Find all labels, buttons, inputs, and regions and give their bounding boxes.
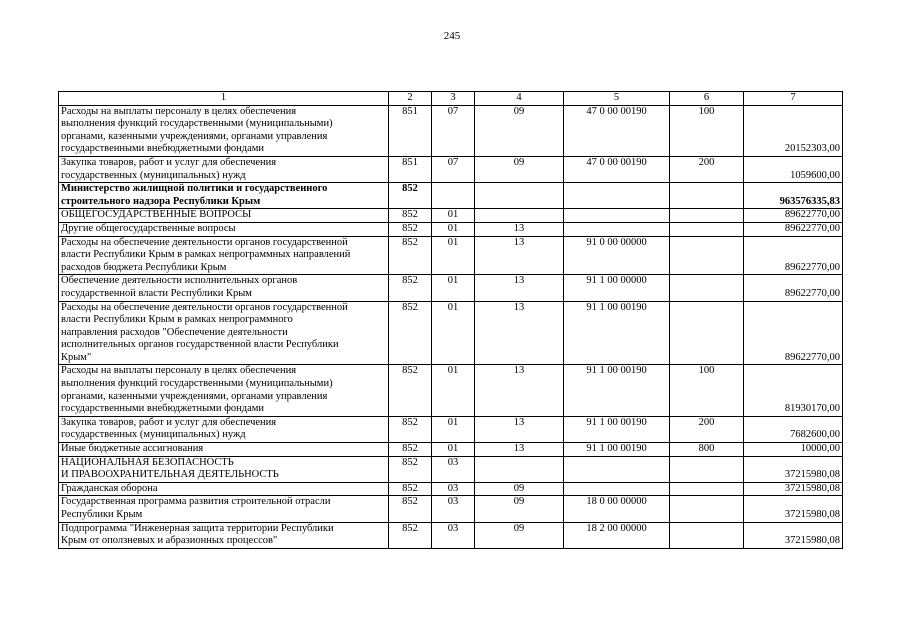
row-target-article-cell: 91 1 00 00190 [564, 365, 670, 416]
row-section-cell: 03 [432, 522, 475, 548]
row-name-cell: Расходы на выплаты персоналу в целях обеспечения выполнения функций государственными (муниципальными) органами, казенными учреждениями, органами управления государственными внебюджетными фондами [59, 105, 389, 156]
row-expense-type-cell [670, 522, 744, 548]
table-row [59, 496, 843, 522]
table-row [59, 236, 843, 275]
row-name-cell: Расходы на обеспечение деятельности органов государственной власти Республики Крым в рамках непрограммного направления расходов "Обеспечение деятельности исполнительных органов государственной власти Республики Крым" [59, 301, 389, 365]
row-section-cell: 01 [432, 301, 475, 365]
row-expense-type-cell [670, 183, 744, 209]
table-row [59, 183, 843, 209]
table-row [59, 156, 843, 182]
row-ministry-code-cell: 852 [389, 236, 432, 275]
row-expense-type-cell: 200 [670, 156, 744, 182]
row-ministry-code-cell: 851 [389, 156, 432, 182]
header-cell-7: 7 [744, 92, 843, 106]
row-subsection-cell: 13 [475, 236, 564, 275]
table-row [59, 222, 843, 236]
row-name-cell: ОБЩЕГОСУДАРСТВЕННЫЕ ВОПРОСЫ [59, 209, 389, 223]
row-target-article-cell: 91 1 00 00190 [564, 416, 670, 442]
table-row [59, 443, 843, 457]
row-target-article-cell: 18 2 00 00000 [564, 522, 670, 548]
row-amount-cell: 20152303,00 [744, 105, 843, 156]
row-ministry-code-cell: 852 [389, 183, 432, 209]
row-name-cell: Гражданская оборона [59, 482, 389, 496]
row-amount-cell: 37215980,08 [744, 456, 843, 482]
row-subsection-cell [475, 209, 564, 223]
row-section-cell: 01 [432, 365, 475, 416]
row-target-article-cell [564, 482, 670, 496]
row-expense-type-cell [670, 275, 744, 301]
row-ministry-code-cell: 852 [389, 522, 432, 548]
header-cell-5: 5 [564, 92, 670, 106]
table-row [59, 275, 843, 301]
row-section-cell: 01 [432, 236, 475, 275]
row-name-cell: Министерство жилищной политики и государственного строительного надзора Республики Крым [59, 183, 389, 209]
row-section-cell: 01 [432, 222, 475, 236]
table-row [59, 522, 843, 548]
row-target-article-cell [564, 209, 670, 223]
row-section-cell: 01 [432, 443, 475, 457]
row-ministry-code-cell: 852 [389, 496, 432, 522]
row-amount-cell: 89622770,00 [744, 275, 843, 301]
table-row [59, 416, 843, 442]
row-target-article-cell [564, 222, 670, 236]
row-ministry-code-cell: 852 [389, 443, 432, 457]
table-header-row [59, 92, 843, 106]
table-row [59, 482, 843, 496]
row-target-article-cell [564, 456, 670, 482]
row-target-article-cell: 91 1 00 00000 [564, 275, 670, 301]
row-subsection-cell: 09 [475, 522, 564, 548]
row-subsection-cell: 09 [475, 496, 564, 522]
table-row [59, 105, 843, 156]
row-expense-type-cell [670, 236, 744, 275]
row-section-cell: 01 [432, 209, 475, 223]
row-expense-type-cell: 200 [670, 416, 744, 442]
row-expense-type-cell [670, 222, 744, 236]
row-amount-cell: 81930170,00 [744, 365, 843, 416]
row-subsection-cell: 13 [475, 222, 564, 236]
header-cell-3: 3 [432, 92, 475, 106]
row-subsection-cell: 13 [475, 275, 564, 301]
row-section-cell [432, 183, 475, 209]
row-section-cell: 01 [432, 275, 475, 301]
row-section-cell: 01 [432, 416, 475, 442]
row-subsection-cell [475, 456, 564, 482]
row-target-article-cell [564, 183, 670, 209]
row-section-cell: 03 [432, 482, 475, 496]
row-subsection-cell: 09 [475, 482, 564, 496]
row-amount-cell: 10000,00 [744, 443, 843, 457]
row-name-cell: Закупка товаров, работ и услуг для обеспечения государственных (муниципальных) нужд [59, 416, 389, 442]
table-row [59, 365, 843, 416]
row-expense-type-cell [670, 456, 744, 482]
row-subsection-cell: 09 [475, 156, 564, 182]
row-section-cell: 07 [432, 105, 475, 156]
budget-table [58, 91, 843, 549]
page-number: 245 [443, 30, 461, 42]
row-ministry-code-cell: 852 [389, 222, 432, 236]
row-name-cell: Закупка товаров, работ и услуг для обеспечения государственных (муниципальных) нужд [59, 156, 389, 182]
row-name-cell: Иные бюджетные ассигнования [59, 443, 389, 457]
row-name-cell: НАЦИОНАЛЬНАЯ БЕЗОПАСНОСТЬ И ПРАВООХРАНИТЕЛЬНАЯ ДЕЯТЕЛЬНОСТЬ [59, 456, 389, 482]
row-section-cell: 03 [432, 456, 475, 482]
row-ministry-code-cell: 852 [389, 275, 432, 301]
row-amount-cell: 1059600,00 [744, 156, 843, 182]
row-amount-cell: 37215980,08 [744, 496, 843, 522]
row-amount-cell: 37215980,08 [744, 522, 843, 548]
row-subsection-cell: 13 [475, 365, 564, 416]
row-expense-type-cell [670, 496, 744, 522]
row-ministry-code-cell: 852 [389, 456, 432, 482]
row-subsection-cell: 09 [475, 105, 564, 156]
row-expense-type-cell: 800 [670, 443, 744, 457]
row-ministry-code-cell: 851 [389, 105, 432, 156]
row-section-cell: 03 [432, 496, 475, 522]
row-target-article-cell: 91 1 00 00190 [564, 301, 670, 365]
row-target-article-cell: 91 0 00 00000 [564, 236, 670, 275]
row-amount-cell: 89622770,00 [744, 209, 843, 223]
row-expense-type-cell [670, 209, 744, 223]
row-amount-cell: 37215980,08 [744, 482, 843, 496]
row-name-cell: Другие общегосударственные вопросы [59, 222, 389, 236]
row-amount-cell: 89622770,00 [744, 301, 843, 365]
row-target-article-cell: 91 1 00 00190 [564, 443, 670, 457]
row-subsection-cell [475, 183, 564, 209]
row-target-article-cell: 18 0 00 00000 [564, 496, 670, 522]
header-cell-4: 4 [475, 92, 564, 106]
row-name-cell: Расходы на обеспечение деятельности органов государственной власти Республики Крым в рамках непрограммных направлений расходов бюджета Республики Крым [59, 236, 389, 275]
row-name-cell: Государственная программа развития строительной отрасли Республики Крым [59, 496, 389, 522]
row-ministry-code-cell: 852 [389, 416, 432, 442]
row-target-article-cell: 47 0 00 00190 [564, 156, 670, 182]
table-row [59, 209, 843, 223]
row-subsection-cell: 13 [475, 443, 564, 457]
row-amount-cell: 89622770,00 [744, 222, 843, 236]
row-name-cell: Расходы на выплаты персоналу в целях обеспечения выполнения функций государственными (муниципальными) органами, казенными учреждениями, органами управления государственными внебюджетными фондами [59, 365, 389, 416]
row-name-cell: Обеспечение деятельности исполнительных органов государственной власти Республики Крым [59, 275, 389, 301]
row-expense-type-cell: 100 [670, 365, 744, 416]
row-amount-cell: 89622770,00 [744, 236, 843, 275]
row-ministry-code-cell: 852 [389, 482, 432, 496]
row-subsection-cell: 13 [475, 301, 564, 365]
row-expense-type-cell [670, 482, 744, 496]
row-amount-cell: 7682600,00 [744, 416, 843, 442]
row-expense-type-cell: 100 [670, 105, 744, 156]
table-row [59, 301, 843, 365]
table-row [59, 456, 843, 482]
header-cell-6: 6 [670, 92, 744, 106]
row-expense-type-cell [670, 301, 744, 365]
row-ministry-code-cell: 852 [389, 301, 432, 365]
row-target-article-cell: 47 0 00 00190 [564, 105, 670, 156]
row-amount-cell: 963576335,83 [744, 183, 843, 209]
row-ministry-code-cell: 852 [389, 365, 432, 416]
row-name-cell: Подпрограмма "Инженерная защита территории Республики Крым от оползневых и абразионных процессов" [59, 522, 389, 548]
row-subsection-cell: 13 [475, 416, 564, 442]
header-cell-1: 1 [59, 92, 389, 106]
header-cell-2: 2 [389, 92, 432, 106]
row-ministry-code-cell: 852 [389, 209, 432, 223]
row-section-cell: 07 [432, 156, 475, 182]
